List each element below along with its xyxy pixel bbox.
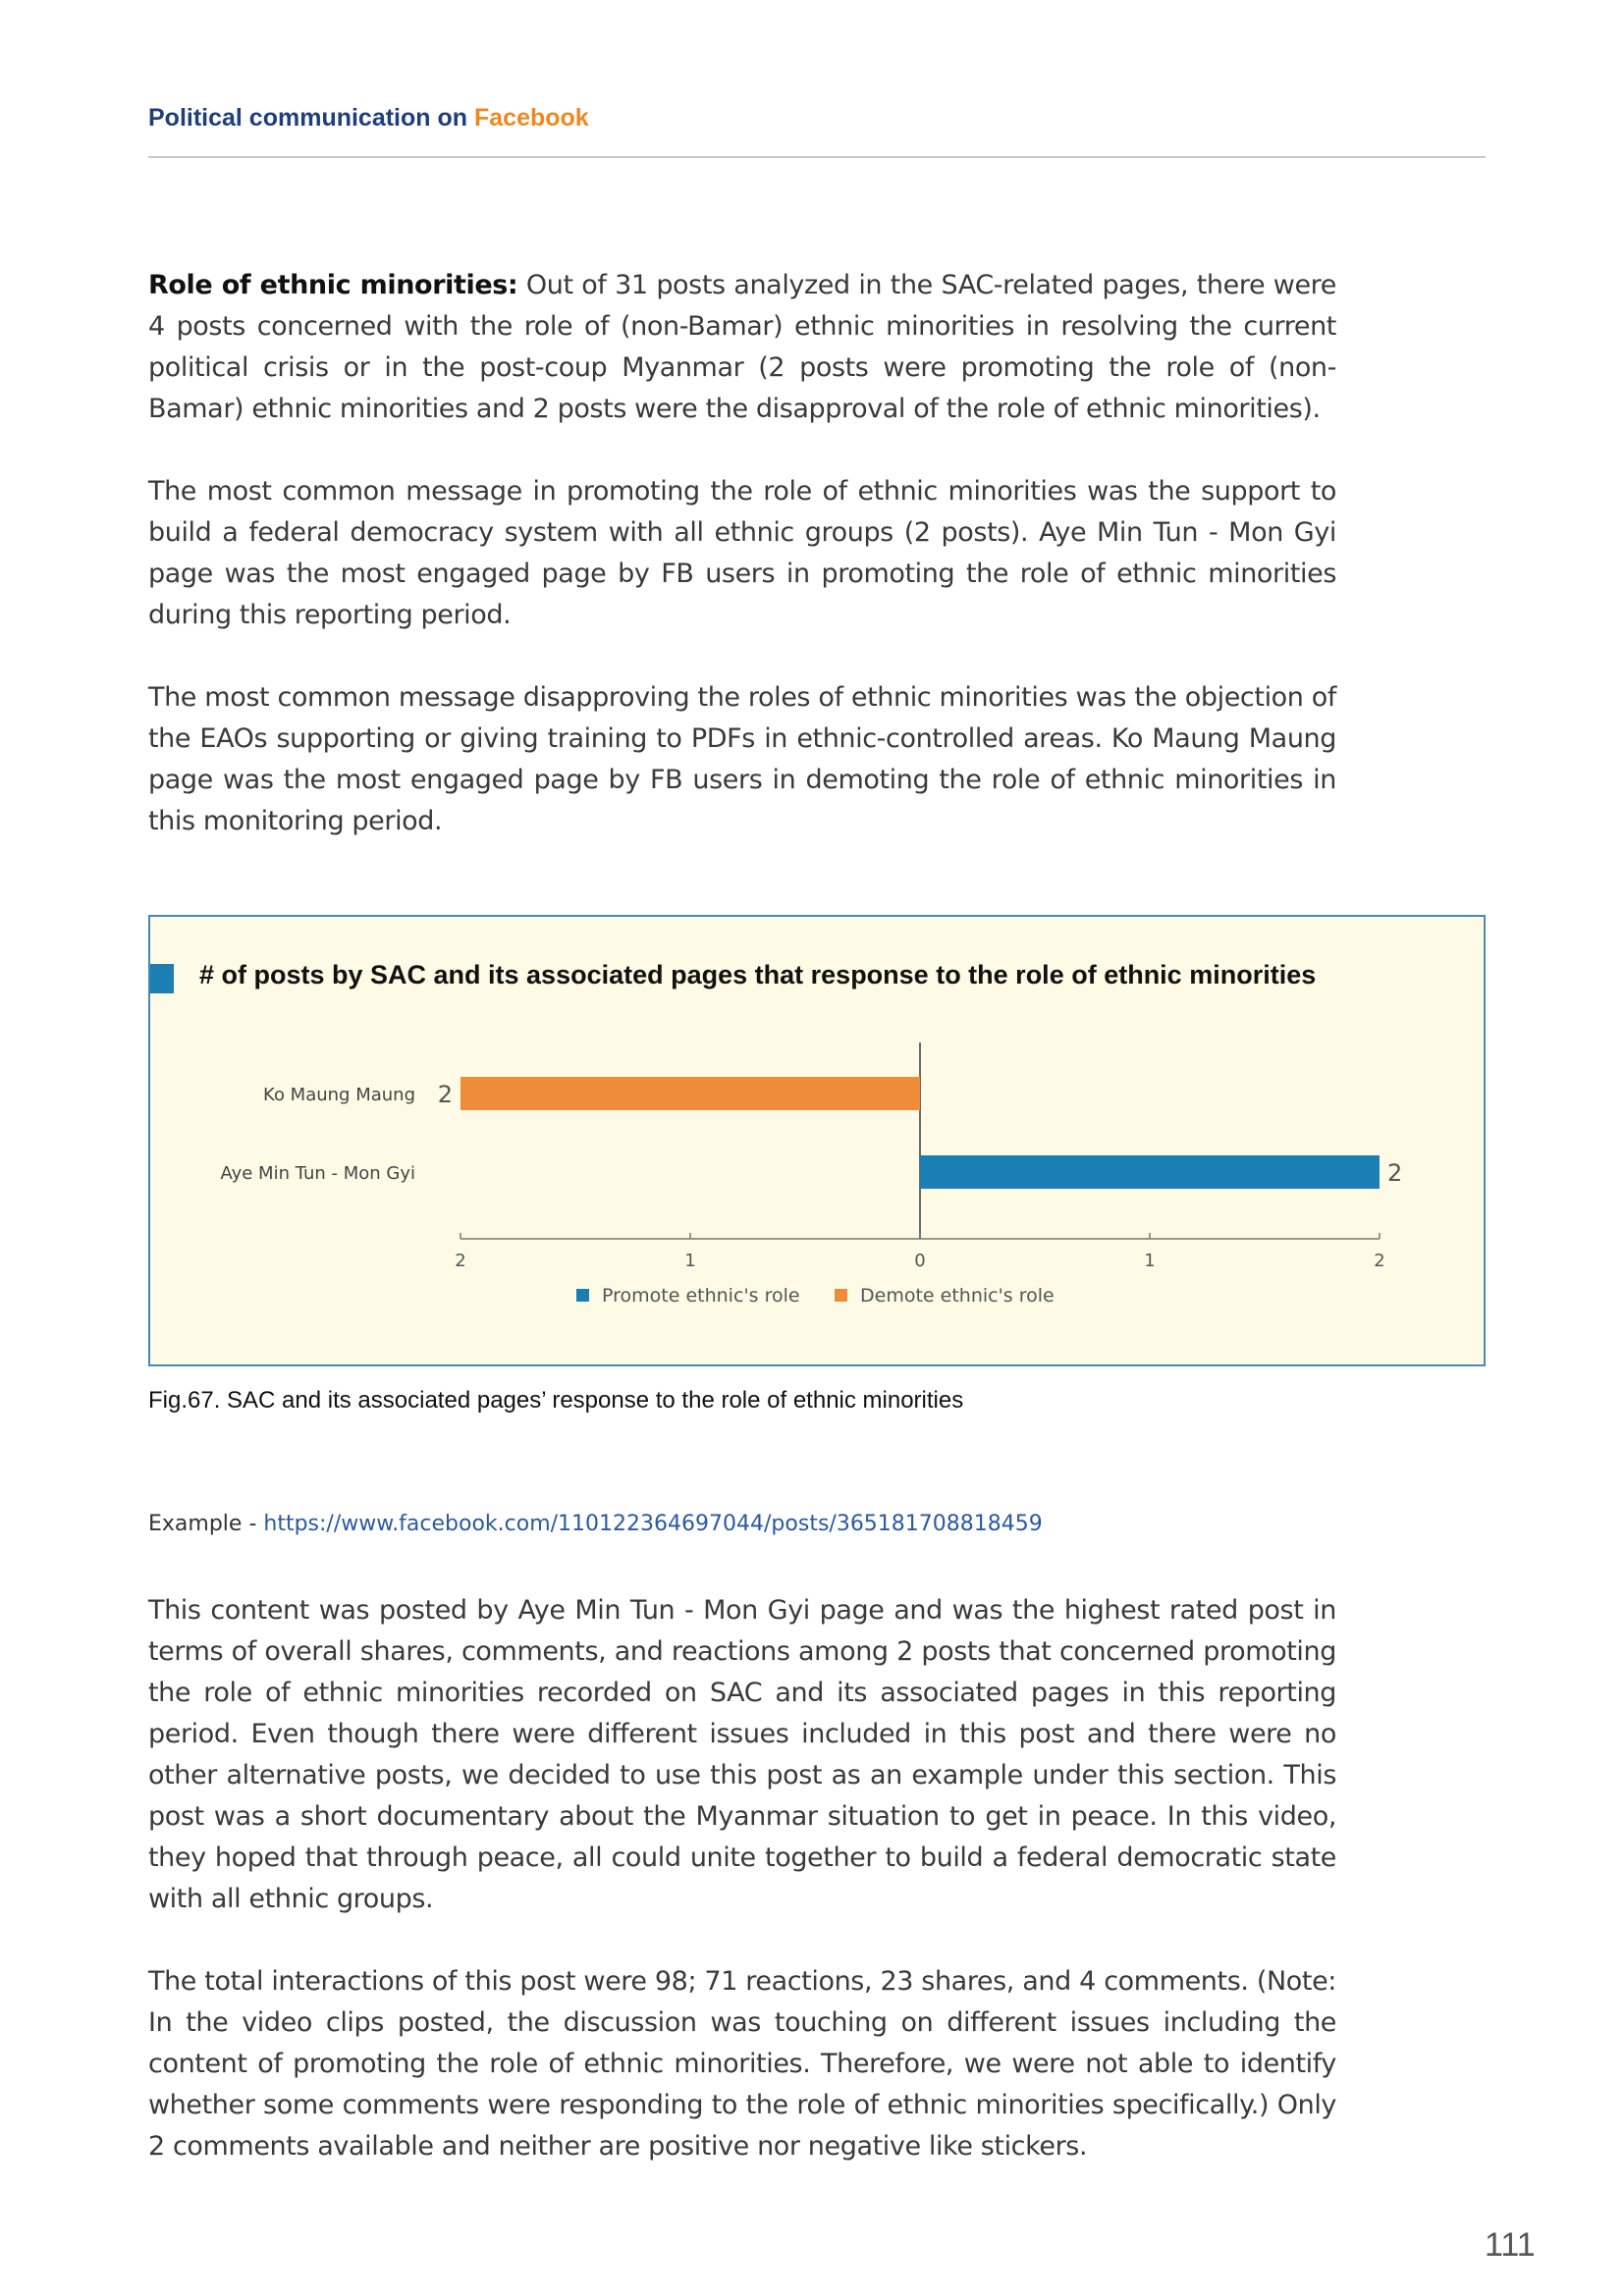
paragraph-role-of-ethnic-minorities — [148, 265, 1336, 430]
header-title-accent: Facebook — [474, 104, 589, 132]
paragraph-example-description: This content was posted by Aye Min Tun - Mon Gyi page and was the highest rated post in terms of overall shares, comments, and reactions among 2 posts that concerned promoting the role of ethnic minorities recorded on SAC and its associated pages in this reporting period. Even though there were different issues included in this post and there were no other alternative posts, we decided to use this post as an example under this section. This post was a short documentary about the Myanmar situation to get in peace. In this video, they hoped that through peace, all could unite together to build a federal democratic state with all ethnic groups. — [148, 1595, 1336, 1914]
category-label: Ko Maung Maung — [263, 1085, 415, 1105]
legend-swatch — [576, 1289, 589, 1302]
page-number: 111 — [1485, 2226, 1536, 2264]
legend-label: Promote ethnic's role — [602, 1285, 800, 1307]
paragraph-body: Out of 31 posts analyzed in the SAC-related pages, there were 4 posts concerned with the role of (non-Bamar) ethnic minorities in resolving the current political crisis or in the post-coup Myanmar (2 posts were promoting the role of (non-Bamar) ethnic minorities and 2 posts were the disapproval of the role of ethnic minorities). — [148, 270, 1337, 424]
data-label: 2 — [437, 1081, 453, 1108]
header-divider — [148, 156, 1486, 158]
bar-promote-ethnic-s-role — [920, 1155, 1380, 1189]
header-title-prefix: Political communication on — [148, 104, 468, 132]
paragraph-interactions: The total interactions of this post were 98; 71 reactions, 23 shares, and 4 comments. (Note: In the video clips posted, the discussion was touching on different issues including the content of promoting the role of ethnic minorities. Therefore, we were not able to identify whether some comments were responding to the role of ethnic minorities specifically.) Only 2 comments available and neither are positive nor negative like stickers. — [148, 1966, 1336, 2162]
bar-demote-ethnic-s-role — [460, 1077, 920, 1110]
example-label: Example - — [148, 1512, 264, 1536]
example-line — [148, 1512, 1043, 1536]
header-title — [148, 104, 589, 133]
legend-label: Demote ethnic's role — [860, 1285, 1055, 1307]
chart-container — [148, 915, 1486, 1366]
x-tick-label: 2 — [1374, 1251, 1385, 1271]
x-tick-label: 0 — [914, 1251, 926, 1271]
legend-swatch — [835, 1289, 847, 1302]
x-tick-label: 2 — [455, 1251, 466, 1271]
example-link[interactable]: https://www.facebook.com/110122364697044/posts/365181708818459 — [263, 1512, 1043, 1536]
x-tick-label: 1 — [1144, 1251, 1156, 1271]
paragraph-promoting: The most common message in promoting the role of ethnic minorities was the support to build a federal democracy system with all ethnic groups (2 posts). Aye Min Tun - Mon Gyi page was the most engaged page by FB users in promoting the role of ethnic minorities during this reporting period. — [148, 476, 1336, 630]
diverging-bar-chart — [150, 917, 1484, 1364]
x-tick-label: 1 — [684, 1251, 696, 1271]
chart-title: # of posts by SAC and its associated pages that response to the role of ethnic minorities — [199, 960, 1317, 989]
paragraph-lead: Role of ethnic minorities: — [148, 270, 518, 300]
figure-caption: Fig.67. SAC and its associated pages’ response to the role of ethnic minorities — [148, 1387, 964, 1414]
paragraph-disapproving: The most common message disapproving the roles of ethnic minorities was the objection of the EAOs supporting or giving training to PDFs in ethnic-controlled areas. Ko Maung Maung page was the most engaged page by FB users in demoting the role of ethnic minorities in this monitoring period. — [148, 682, 1336, 836]
data-label: 2 — [1387, 1159, 1403, 1187]
category-label: Aye Min Tun - Mon Gyi — [220, 1163, 415, 1184]
